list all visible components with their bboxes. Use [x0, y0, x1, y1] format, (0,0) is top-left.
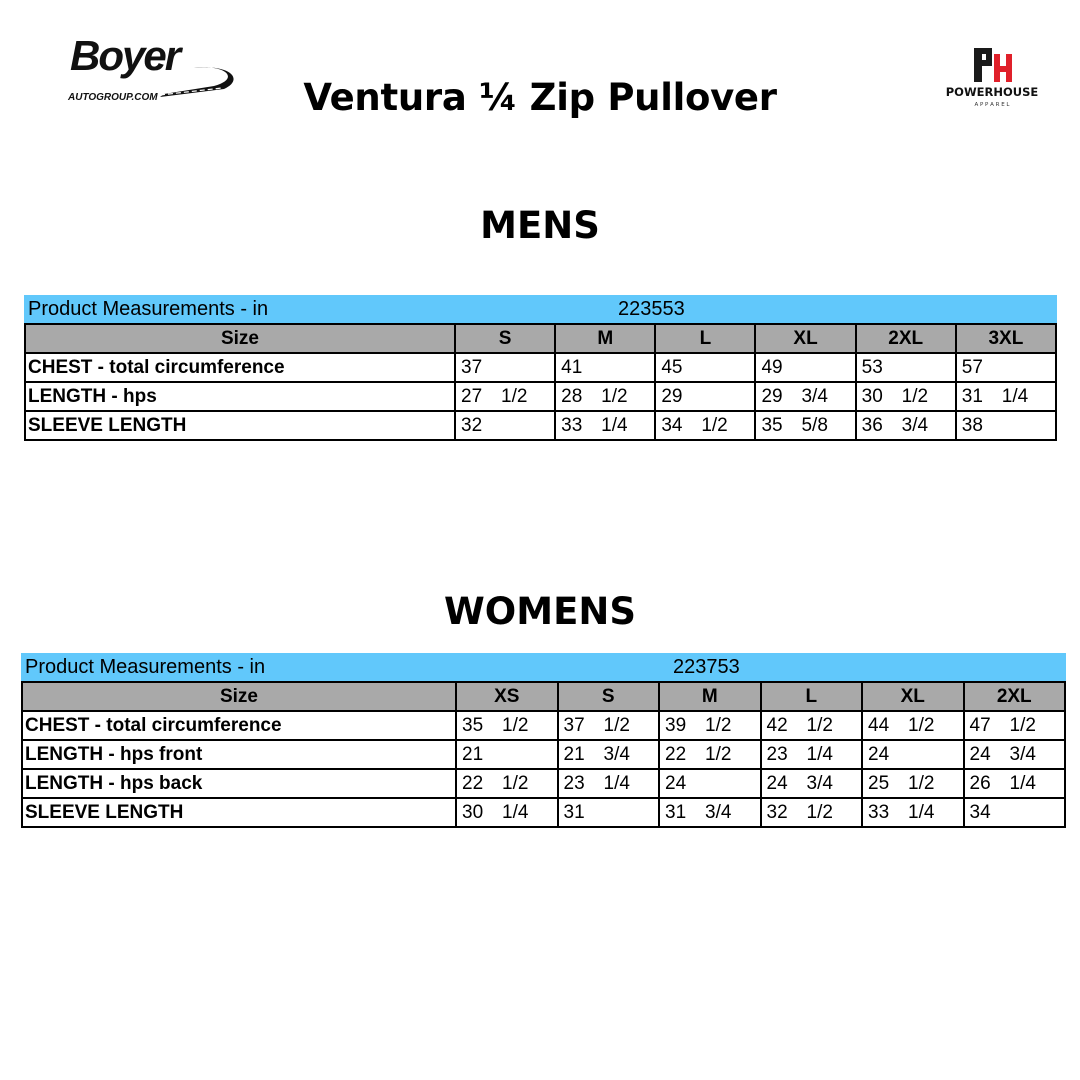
- value-whole: 38: [961, 415, 983, 436]
- table-row: [25, 353, 1056, 382]
- size-col-3xl: 3XL: [956, 324, 1056, 353]
- measurement-value: [558, 769, 660, 798]
- measurement-value: [755, 353, 855, 382]
- value-whole: 29: [761, 386, 783, 407]
- value-whole: 36: [861, 415, 883, 436]
- measurement-value: [456, 711, 558, 740]
- womens-measurement-sheet: [21, 653, 1066, 828]
- table-row: [22, 711, 1065, 740]
- measurement-value: [964, 711, 1066, 740]
- mens-section-title: MENS: [480, 204, 600, 247]
- value-whole: 25: [868, 773, 890, 794]
- mens-style-code: 223553: [618, 298, 685, 320]
- measurement-value: [659, 711, 761, 740]
- value-whole: 24: [868, 744, 890, 765]
- svg-text:AUTOGROUP.COM: AUTOGROUP.COM: [68, 92, 158, 103]
- powerhouse-logo: [940, 44, 1044, 114]
- mens-sheet-header: [24, 295, 1057, 323]
- value-fraction: 1/4: [1001, 386, 1029, 407]
- measurement-label: SLEEVE LENGTH: [22, 798, 456, 827]
- measurement-value: [862, 798, 964, 827]
- value-fraction: 3/4: [705, 802, 732, 823]
- measurement-value: [862, 769, 964, 798]
- measurement-value: [456, 740, 558, 769]
- value-whole: 34: [661, 415, 683, 436]
- value-fraction: 1/4: [1009, 773, 1036, 794]
- value-whole: 37: [461, 357, 483, 378]
- value-fraction: 1/2: [603, 715, 630, 736]
- value-fraction: 3/4: [806, 773, 833, 794]
- measurement-value: [455, 382, 555, 411]
- svg-text:POWERHOUSE: POWERHOUSE: [945, 85, 1039, 99]
- measurement-value: [856, 382, 956, 411]
- size-col-xl: XL: [862, 682, 964, 711]
- mens-measurement-sheet: [24, 295, 1057, 441]
- size-header-row: [22, 682, 1065, 711]
- value-whole: 21: [563, 744, 585, 765]
- measurement-value: [964, 798, 1066, 827]
- table-row: [22, 798, 1065, 827]
- measurement-value: [558, 740, 660, 769]
- value-whole: 33: [868, 802, 890, 823]
- measurement-value: [655, 411, 755, 440]
- value-whole: 49: [761, 357, 783, 378]
- measurement-value: [761, 740, 863, 769]
- size-col-xl: XL: [755, 324, 855, 353]
- value-fraction: 1/2: [806, 715, 833, 736]
- value-whole: 31: [665, 802, 687, 823]
- value-fraction: 3/4: [603, 744, 630, 765]
- size-col-l: L: [761, 682, 863, 711]
- value-fraction: 1/2: [908, 773, 935, 794]
- svg-text:A P P A R E L: A P P A R E L: [974, 102, 1010, 108]
- measurement-value: [659, 798, 761, 827]
- size-col-xs: XS: [456, 682, 558, 711]
- womens-size-table: [21, 681, 1066, 828]
- value-fraction: 1/4: [806, 744, 833, 765]
- value-whole: 32: [461, 415, 483, 436]
- value-whole: 26: [969, 773, 991, 794]
- size-col-m: M: [555, 324, 655, 353]
- measurement-value: [964, 740, 1066, 769]
- value-fraction: 1/2: [705, 744, 732, 765]
- value-whole: 27: [461, 386, 483, 407]
- value-whole: 31: [563, 802, 585, 823]
- value-whole: 24: [766, 773, 788, 794]
- value-whole: 30: [462, 802, 484, 823]
- value-fraction: 1/2: [705, 715, 732, 736]
- table-row: [25, 382, 1056, 411]
- measurement-value: [862, 711, 964, 740]
- value-whole: 23: [766, 744, 788, 765]
- value-whole: 31: [961, 386, 983, 407]
- measurement-value: [856, 353, 956, 382]
- measurement-label: SLEEVE LENGTH: [25, 411, 455, 440]
- measurement-value: [655, 353, 755, 382]
- value-whole: 32: [766, 802, 788, 823]
- value-whole: 34: [969, 802, 991, 823]
- measurement-value: [761, 769, 863, 798]
- value-fraction: 5/8: [801, 415, 828, 436]
- value-whole: 39: [665, 715, 687, 736]
- measurement-label: CHEST - total circumference: [22, 711, 456, 740]
- value-fraction: 3/4: [1009, 744, 1036, 765]
- value-whole: 24: [665, 773, 687, 794]
- measurement-value: [856, 411, 956, 440]
- measurement-value: [755, 382, 855, 411]
- value-fraction: 1/2: [601, 386, 628, 407]
- value-whole: 22: [462, 773, 484, 794]
- value-whole: 23: [563, 773, 585, 794]
- measurement-value: [761, 711, 863, 740]
- value-fraction: 1/2: [908, 715, 935, 736]
- value-whole: 30: [861, 386, 883, 407]
- value-fraction: 1/2: [502, 773, 529, 794]
- value-fraction: 3/4: [801, 386, 828, 407]
- measurement-value: [555, 353, 655, 382]
- measurement-value: [655, 382, 755, 411]
- size-header-label: Size: [25, 324, 455, 353]
- measurement-value: [956, 411, 1056, 440]
- value-fraction: 1/2: [701, 415, 728, 436]
- size-col-s: S: [455, 324, 555, 353]
- womens-sheet-header: [21, 653, 1066, 681]
- value-fraction: 1/2: [806, 802, 833, 823]
- table-row: [22, 769, 1065, 798]
- measurement-value: [455, 411, 555, 440]
- measurement-label: CHEST - total circumference: [25, 353, 455, 382]
- page-title: Ventura ¼ Zip Pullover: [303, 76, 777, 119]
- value-whole: 41: [561, 357, 583, 378]
- value-fraction: 1/4: [603, 773, 630, 794]
- value-whole: 53: [861, 357, 883, 378]
- measurement-value: [555, 382, 655, 411]
- measurement-value: [455, 353, 555, 382]
- value-fraction: 1/4: [601, 415, 628, 436]
- value-whole: 21: [462, 744, 484, 765]
- measurement-value: [555, 411, 655, 440]
- table-row: [22, 740, 1065, 769]
- measurement-value: [862, 740, 964, 769]
- value-whole: 37: [563, 715, 585, 736]
- value-fraction: 1/4: [908, 802, 935, 823]
- measurement-value: [761, 798, 863, 827]
- womens-section-title: WOMENS: [444, 590, 636, 633]
- size-col-m: M: [659, 682, 761, 711]
- size-col-2xl: 2XL: [856, 324, 956, 353]
- measurement-value: [558, 711, 660, 740]
- measurement-value: [456, 798, 558, 827]
- measurement-value: [659, 740, 761, 769]
- table-row: [25, 411, 1056, 440]
- value-whole: 44: [868, 715, 890, 736]
- measurement-value: [964, 769, 1066, 798]
- value-fraction: 3/4: [901, 415, 929, 436]
- measurement-value: [659, 769, 761, 798]
- measurement-value: [456, 769, 558, 798]
- value-whole: 47: [969, 715, 991, 736]
- size-col-s: S: [558, 682, 660, 711]
- mens-size-table: [24, 323, 1057, 441]
- size-col-l: L: [655, 324, 755, 353]
- womens-sheet-label: Product Measurements - in: [25, 656, 266, 678]
- measurement-value: [956, 382, 1056, 411]
- measurement-value: [956, 353, 1056, 382]
- value-whole: 33: [561, 415, 583, 436]
- measurement-label: LENGTH - hps: [25, 382, 455, 411]
- value-whole: 22: [665, 744, 687, 765]
- measurement-value: [755, 411, 855, 440]
- value-whole: 28: [561, 386, 583, 407]
- svg-text:Boyer: Boyer: [70, 34, 180, 79]
- womens-style-code: 223753: [673, 656, 740, 678]
- value-whole: 57: [961, 357, 983, 378]
- value-fraction: 1/2: [1009, 715, 1036, 736]
- value-whole: 29: [661, 386, 683, 407]
- value-fraction: 1/4: [502, 802, 529, 823]
- mens-sheet-label: Product Measurements - in: [28, 298, 269, 320]
- measurement-label: LENGTH - hps front: [22, 740, 456, 769]
- value-whole: 45: [661, 357, 683, 378]
- measurement-value: [558, 798, 660, 827]
- size-col-2xl: 2XL: [964, 682, 1066, 711]
- size-header-row: [25, 324, 1056, 353]
- value-fraction: 1/2: [502, 715, 529, 736]
- value-whole: 24: [969, 744, 991, 765]
- measurement-label: LENGTH - hps back: [22, 769, 456, 798]
- value-fraction: 1/2: [901, 386, 929, 407]
- value-whole: 35: [462, 715, 484, 736]
- value-fraction: 1/2: [501, 386, 528, 407]
- value-whole: 35: [761, 415, 783, 436]
- size-header-label: Size: [22, 682, 456, 711]
- value-whole: 42: [766, 715, 788, 736]
